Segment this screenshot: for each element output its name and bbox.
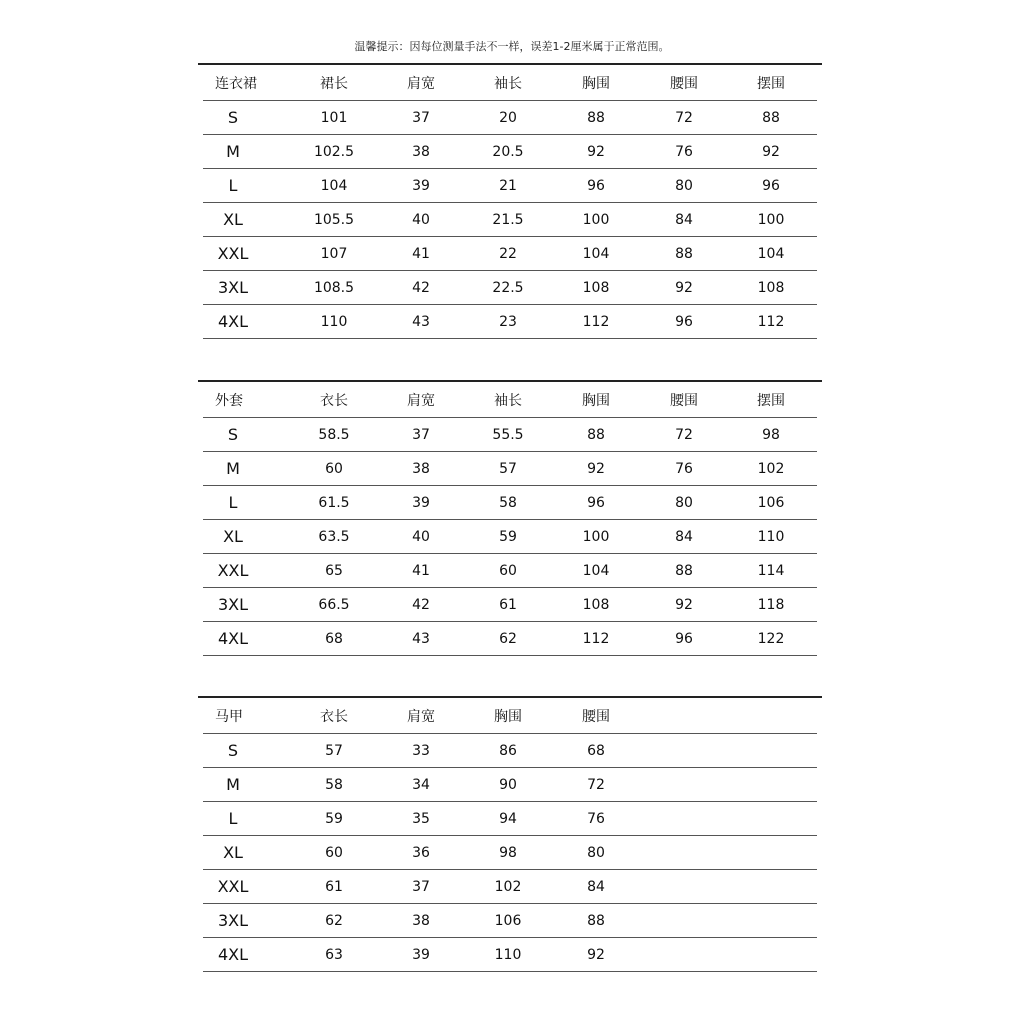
table-header-row <box>203 382 817 418</box>
measurement-cell: 114 <box>757 562 785 579</box>
measurement-cell: 108 <box>582 596 610 613</box>
measurement-cell: 37 <box>412 109 430 126</box>
measurement-cell: 86 <box>499 742 517 759</box>
measurement-cell: 88 <box>587 109 605 126</box>
measurement-cell: 108 <box>757 279 785 296</box>
measurement-cell: 80 <box>675 177 693 194</box>
column-header: 袖长 <box>494 392 522 409</box>
measurement-cell: 20.5 <box>492 143 524 160</box>
measurement-cell: 21.5 <box>492 211 524 228</box>
column-header: 袖长 <box>494 75 522 92</box>
measurement-cell: 92 <box>762 143 780 160</box>
measurement-cell: 43 <box>412 313 430 330</box>
measurement-cell: 22.5 <box>492 279 524 296</box>
measurement-cell: 112 <box>582 630 610 647</box>
measurement-cell: 59 <box>499 528 517 545</box>
measurement-cell: 20 <box>499 109 517 126</box>
measurement-cell: 88 <box>587 912 605 929</box>
measurement-cell: 61 <box>325 878 343 895</box>
size-label: XL <box>223 210 243 229</box>
table-header-row <box>203 698 817 734</box>
measurement-cell: 88 <box>762 109 780 126</box>
coat-size-table <box>198 380 822 656</box>
column-header: 腰围 <box>670 75 698 92</box>
column-header: 裙长 <box>320 75 348 92</box>
measurement-cell: 60 <box>325 844 343 861</box>
measurement-cell: 96 <box>587 494 605 511</box>
measurement-cell: 59 <box>325 810 343 827</box>
measurement-cell: 118 <box>757 596 785 613</box>
measurement-cell: 98 <box>499 844 517 861</box>
measurement-cell: 76 <box>587 810 605 827</box>
table-row <box>203 135 817 169</box>
measurement-cell: 72 <box>675 109 693 126</box>
size-label: XXL <box>217 244 249 263</box>
measurement-cell: 61.5 <box>318 494 350 511</box>
table-row <box>203 802 817 836</box>
table-row <box>203 237 817 271</box>
measurement-cell: 62 <box>499 630 517 647</box>
measurement-cell: 88 <box>675 245 693 262</box>
table-row <box>203 622 817 656</box>
measurement-cell: 35 <box>412 810 430 827</box>
vest-size-table <box>198 696 822 972</box>
measurement-cell: 62 <box>325 912 343 929</box>
measurement-cell: 58 <box>499 494 517 511</box>
measurement-cell: 21 <box>499 177 517 194</box>
measurement-cell: 106 <box>494 912 522 929</box>
size-label: M <box>226 142 240 161</box>
table-row <box>203 554 817 588</box>
measurement-cell: 88 <box>675 562 693 579</box>
size-label: L <box>228 493 238 512</box>
measurement-cell: 94 <box>499 810 517 827</box>
table-row <box>203 938 817 972</box>
table-row <box>203 305 817 339</box>
measurement-cell: 80 <box>587 844 605 861</box>
table-row <box>203 271 817 305</box>
table-title-header: 外套 <box>215 392 243 409</box>
size-label: L <box>228 176 238 195</box>
column-header: 腰围 <box>670 392 698 409</box>
size-label: S <box>227 108 239 127</box>
size-label: S <box>227 425 239 444</box>
size-label: 3XL <box>217 911 249 930</box>
table-row <box>203 452 817 486</box>
measurement-cell: 60 <box>499 562 517 579</box>
measurement-cell: 96 <box>762 177 780 194</box>
measurement-cell: 96 <box>587 177 605 194</box>
table-row <box>203 418 817 452</box>
column-header: 胸围 <box>582 75 610 92</box>
measurement-cell: 39 <box>412 494 430 511</box>
measurement-cell: 92 <box>587 143 605 160</box>
measurement-cell: 42 <box>412 279 430 296</box>
measurement-cell: 58 <box>325 776 343 793</box>
measurement-cell: 92 <box>587 946 605 963</box>
size-label: XL <box>223 527 243 546</box>
measurement-note: 温馨提示：因每位测量手法不一样，误差1-2厘米属于正常范围。 <box>354 40 670 53</box>
measurement-cell: 38 <box>412 143 430 160</box>
measurement-cell: 37 <box>412 878 430 895</box>
measurement-cell: 106 <box>757 494 785 511</box>
column-header: 摆围 <box>757 75 785 92</box>
measurement-cell: 96 <box>675 313 693 330</box>
measurement-cell: 107 <box>320 245 348 262</box>
measurement-cell: 84 <box>675 211 693 228</box>
measurement-cell: 100 <box>582 528 610 545</box>
measurement-cell: 72 <box>587 776 605 793</box>
measurement-cell: 100 <box>757 211 785 228</box>
table-row <box>203 203 817 237</box>
measurement-cell: 65 <box>325 562 343 579</box>
table-title-header: 马甲 <box>215 708 243 725</box>
table-header-row <box>203 65 817 101</box>
measurement-cell: 104 <box>582 562 610 579</box>
measurement-cell: 102 <box>494 878 522 895</box>
measurement-cell: 63 <box>325 946 343 963</box>
measurement-cell: 55.5 <box>492 426 524 443</box>
measurement-cell: 58.5 <box>318 426 350 443</box>
measurement-cell: 76 <box>675 143 693 160</box>
measurement-cell: 112 <box>757 313 785 330</box>
measurement-cell: 88 <box>587 426 605 443</box>
table-row <box>203 836 817 870</box>
measurement-cell: 57 <box>325 742 343 759</box>
measurement-cell: 68 <box>587 742 605 759</box>
measurement-cell: 108 <box>582 279 610 296</box>
measurement-cell: 42 <box>412 596 430 613</box>
measurement-cell: 104 <box>320 177 348 194</box>
measurement-cell: 39 <box>412 946 430 963</box>
table-title-header: 连衣裙 <box>215 75 257 92</box>
measurement-cell: 84 <box>587 878 605 895</box>
measurement-cell: 76 <box>675 460 693 477</box>
measurement-cell: 105.5 <box>313 211 355 228</box>
measurement-cell: 38 <box>412 912 430 929</box>
measurement-cell: 100 <box>582 211 610 228</box>
size-label: XL <box>223 843 243 862</box>
column-header: 衣长 <box>320 708 348 725</box>
measurement-cell: 60 <box>325 460 343 477</box>
measurement-cell: 92 <box>675 596 693 613</box>
measurement-cell: 110 <box>757 528 785 545</box>
size-label: 3XL <box>217 278 249 297</box>
measurement-cell: 37 <box>412 426 430 443</box>
column-header: 腰围 <box>582 708 610 725</box>
table-row <box>203 768 817 802</box>
measurement-cell: 41 <box>412 562 430 579</box>
measurement-cell: 110 <box>320 313 348 330</box>
column-header: 摆围 <box>757 392 785 409</box>
table-row <box>203 588 817 622</box>
size-label: M <box>226 775 240 794</box>
size-label: XXL <box>217 561 249 580</box>
measurement-cell: 43 <box>412 630 430 647</box>
measurement-cell: 39 <box>412 177 430 194</box>
measurement-cell: 23 <box>499 313 517 330</box>
measurement-cell: 122 <box>757 630 785 647</box>
measurement-cell: 68 <box>325 630 343 647</box>
size-label: 4XL <box>217 945 249 964</box>
table-row <box>203 520 817 554</box>
measurement-cell: 61 <box>499 596 517 613</box>
table-row <box>203 101 817 135</box>
size-label: XXL <box>217 877 249 896</box>
size-label: 3XL <box>217 595 249 614</box>
measurement-cell: 96 <box>675 630 693 647</box>
measurement-cell: 63.5 <box>318 528 350 545</box>
measurement-cell: 34 <box>412 776 430 793</box>
measurement-cell: 102 <box>757 460 785 477</box>
column-header: 胸围 <box>582 392 610 409</box>
table-row <box>203 486 817 520</box>
measurement-cell: 38 <box>412 460 430 477</box>
measurement-cell: 40 <box>412 528 430 545</box>
size-label: 4XL <box>217 312 249 331</box>
measurement-cell: 110 <box>494 946 522 963</box>
table-row <box>203 169 817 203</box>
size-label: M <box>226 459 240 478</box>
measurement-cell: 92 <box>587 460 605 477</box>
measurement-cell: 33 <box>412 742 430 759</box>
measurement-cell: 41 <box>412 245 430 262</box>
dress-size-table <box>198 63 822 339</box>
table-row <box>203 734 817 768</box>
size-label: 4XL <box>217 629 249 648</box>
measurement-cell: 57 <box>499 460 517 477</box>
measurement-cell: 40 <box>412 211 430 228</box>
column-header: 胸围 <box>494 708 522 725</box>
measurement-cell: 98 <box>762 426 780 443</box>
measurement-cell: 90 <box>499 776 517 793</box>
measurement-cell: 22 <box>499 245 517 262</box>
measurement-cell: 108.5 <box>313 279 355 296</box>
measurement-cell: 84 <box>675 528 693 545</box>
measurement-cell: 92 <box>675 279 693 296</box>
table-row <box>203 904 817 938</box>
measurement-cell: 80 <box>675 494 693 511</box>
size-label: L <box>228 809 238 828</box>
measurement-cell: 101 <box>320 109 348 126</box>
table-row <box>203 870 817 904</box>
measurement-cell: 112 <box>582 313 610 330</box>
measurement-cell: 36 <box>412 844 430 861</box>
measurement-cell: 104 <box>582 245 610 262</box>
column-header: 肩宽 <box>407 392 435 409</box>
measurement-cell: 104 <box>757 245 785 262</box>
measurement-cell: 102.5 <box>313 143 355 160</box>
size-label: S <box>227 741 239 760</box>
column-header: 肩宽 <box>407 75 435 92</box>
measurement-cell: 72 <box>675 426 693 443</box>
column-header: 衣长 <box>320 392 348 409</box>
column-header: 肩宽 <box>407 708 435 725</box>
measurement-cell: 66.5 <box>318 596 350 613</box>
